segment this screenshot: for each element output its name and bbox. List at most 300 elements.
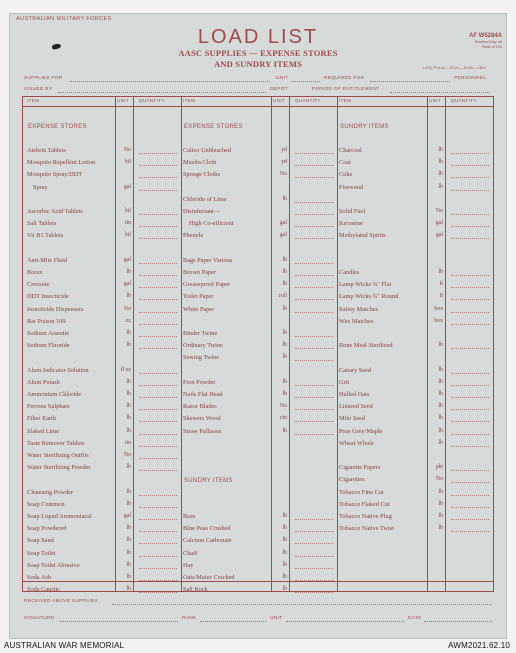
unit-label: btl	[124, 232, 131, 239]
unit-label: btl	[124, 208, 131, 214]
unit-label: lb	[438, 342, 443, 349]
quantity-field[interactable]	[295, 287, 333, 288]
unit-label: lb	[126, 427, 131, 434]
quantity-field[interactable]	[295, 580, 333, 581]
col-header-quantity: QUANTITY	[451, 98, 477, 103]
col-rule	[337, 97, 338, 591]
unit-label: lb	[438, 513, 443, 519]
quantity-field[interactable]	[139, 409, 177, 410]
quantity-field[interactable]	[295, 238, 333, 239]
unit-label: pkt	[435, 464, 443, 471]
item-label: Oats/Maize Cracked	[183, 574, 235, 581]
item-label: Calcium Carbonate	[183, 537, 232, 545]
item-label: Tobacco Native Plug	[339, 513, 392, 520]
unit-label: lb	[438, 403, 443, 410]
quantity-field[interactable]	[451, 348, 489, 349]
item-label: Soap Sand	[27, 537, 54, 545]
quantity-field[interactable]	[139, 238, 177, 239]
item-label: Water Sterilizing Outfits	[27, 452, 89, 459]
quantity-field[interactable]	[139, 568, 177, 569]
item-label: Sodium Arsenite	[27, 330, 70, 337]
quantity-field[interactable]	[295, 519, 333, 520]
quantity-field[interactable]	[295, 348, 333, 349]
rank-label: RANK	[182, 616, 197, 621]
quantity-field[interactable]	[139, 312, 177, 313]
item-label: Chaff	[183, 549, 198, 557]
unit-label: gal	[279, 220, 287, 227]
unit-label: lb	[438, 366, 443, 373]
unit-label: lb	[438, 439, 443, 446]
item-label: Cleansing Powder	[27, 488, 73, 496]
quantity-field[interactable]	[295, 165, 333, 166]
unit-label: lb	[282, 513, 287, 519]
item-label: Canary Seed	[339, 366, 371, 374]
quantity-field[interactable]	[451, 165, 489, 166]
period-field[interactable]	[390, 92, 490, 93]
unit-label: lb	[282, 537, 287, 544]
item-label: Foot Powder	[183, 378, 216, 386]
form-code-block	[469, 33, 502, 49]
quantity-field[interactable]	[295, 153, 333, 154]
item-label: Toilet Paper	[183, 293, 214, 301]
unit-label: lb	[282, 281, 287, 288]
quantity-field[interactable]	[451, 214, 489, 215]
unit-label: No	[435, 208, 443, 214]
item-label: Muslin Cloth	[183, 159, 217, 167]
item-label: Tobacco Native Twist	[339, 525, 394, 533]
quantity-field[interactable]	[451, 421, 489, 422]
quantity-field[interactable]	[295, 360, 333, 361]
unit-label: gal	[123, 513, 131, 519]
form-code: AF W5284A	[468, 33, 502, 39]
quantity-field[interactable]	[451, 177, 489, 178]
col-header-item: ITEM	[27, 98, 40, 103]
unit-label: lb	[126, 415, 131, 422]
item-label: Bran	[183, 513, 196, 520]
form-subtitle-2: AND SUNDRY ITEMS	[213, 59, 303, 69]
quantity-field[interactable]	[139, 556, 177, 557]
unit-label: UNIT	[276, 76, 289, 81]
item-label: Chloride of Lime	[183, 195, 227, 203]
item-label: Disinfectant—	[183, 208, 221, 215]
quantity-field[interactable]	[295, 434, 333, 435]
printer-line: LHQ Press—3231—5/46—16m.	[423, 65, 488, 70]
unit-label: gal	[123, 183, 131, 190]
item-label: Ordinary Twine	[183, 342, 223, 350]
quantity-field[interactable]	[139, 263, 177, 264]
received-field[interactable]	[112, 604, 492, 605]
item-label: Milo Seed	[339, 415, 366, 423]
item-label: Wheat Whole	[339, 439, 374, 447]
unit-label: lb	[438, 378, 443, 385]
depot-label: DEPOT	[270, 87, 289, 92]
item-label: Solid Fuel	[339, 208, 366, 215]
unit-label: lb	[438, 500, 443, 507]
item-label: Ammonium Chloride	[27, 391, 82, 398]
unit-label: lb	[282, 305, 287, 312]
quantity-field[interactable]	[451, 409, 489, 410]
col-header-item: ITEM	[339, 98, 352, 103]
item-label: Water Sterilizing Powder	[27, 464, 91, 472]
col-rule	[289, 97, 290, 591]
quantity-field[interactable]	[451, 275, 489, 276]
unit-label: box	[434, 305, 443, 312]
item-label: Razor Blades	[183, 403, 217, 411]
quantity-field[interactable]	[451, 226, 489, 227]
item-label: Greaseproof Paper	[183, 281, 231, 289]
unit-label: lb	[282, 342, 287, 349]
quantity-field[interactable]	[139, 299, 177, 300]
quantity-field[interactable]	[295, 409, 333, 410]
item-label: Spray	[33, 183, 48, 191]
unit-field[interactable]	[292, 81, 320, 82]
quantity-field[interactable]	[139, 348, 177, 349]
unit-label: lb	[282, 586, 287, 593]
unit-label: lb	[126, 586, 131, 593]
item-label: Cigarettes	[339, 476, 365, 484]
quantity-field[interactable]	[139, 397, 177, 398]
quantity-field[interactable]	[139, 592, 177, 593]
item-label: Blue Peas Crushed	[183, 525, 231, 533]
item-label: Safety Matches	[339, 305, 378, 313]
unit-label: tin	[124, 439, 131, 446]
unit-label: lb	[126, 561, 131, 568]
item-label: High Co-efficient	[189, 220, 234, 228]
item-label: Hulled Oats	[339, 391, 370, 398]
unit-label: lb	[126, 525, 131, 532]
col-header-item: ITEM	[183, 98, 196, 103]
item-label: Calico Unbleached	[183, 147, 232, 154]
item-label: Firewood	[339, 183, 364, 191]
unit-label: lb	[438, 171, 443, 178]
unit-label: No	[123, 452, 131, 458]
item-label: Sponge Cloths	[183, 171, 220, 179]
supplies-for-field[interactable]	[70, 81, 270, 82]
item-label: Phenyle	[183, 232, 204, 240]
quantity-field[interactable]	[139, 287, 177, 288]
caption-accession: AWM2021.62.10	[448, 641, 510, 650]
quantity-field[interactable]	[451, 470, 489, 471]
item-label: Hay	[183, 561, 194, 569]
item-label: DDT Insecticide	[27, 293, 69, 301]
item-label: Ascorbic Acid Tablets	[27, 208, 83, 215]
unit-label: lb	[282, 427, 287, 434]
quantity-field[interactable]	[295, 312, 333, 313]
item-label: Creosote	[27, 281, 50, 289]
item-label: Bone Meal Sterilized	[339, 342, 393, 350]
unit-label: No	[435, 476, 443, 483]
unit-label: No	[279, 171, 287, 178]
bottom-rule	[23, 581, 493, 582]
unit-label: gal	[279, 232, 287, 239]
quantity-field[interactable]	[451, 507, 489, 508]
unit-label: tin	[124, 220, 131, 227]
quantity-field[interactable]	[295, 556, 333, 557]
caption-institution: AUSTRALIAN WAR MEMORIAL	[4, 641, 125, 650]
period-label: PERIOD OF ENTITLEMENT	[312, 87, 380, 92]
quantity-field[interactable]	[139, 190, 177, 191]
unit-label: lb	[438, 488, 443, 495]
quantity-field[interactable]	[139, 385, 177, 386]
quantity-field[interactable]	[139, 324, 177, 325]
unit-label: lb	[438, 159, 443, 166]
quantity-field[interactable]	[295, 263, 333, 264]
col-rule	[133, 97, 134, 591]
quantity-field[interactable]	[139, 495, 177, 496]
item-label: Soda Ash	[27, 574, 51, 581]
unit-label: lb	[282, 195, 287, 202]
quantity-field[interactable]	[139, 153, 177, 154]
date-field[interactable]	[424, 621, 492, 622]
date-label: DATE	[408, 616, 422, 621]
unit-label: ft	[439, 293, 443, 300]
col-header-unit: UNIT	[117, 98, 129, 103]
section-expense-stores: EXPENSE STORES	[184, 124, 243, 130]
item-label: Cigarette Papers	[339, 464, 381, 472]
unit-label: lb	[282, 549, 287, 556]
item-label: Anti-Mite Fluid	[27, 256, 68, 264]
unit-label: lb	[126, 574, 131, 580]
item-label: Skewers Wood	[183, 415, 221, 423]
quantity-field[interactable]	[139, 336, 177, 337]
unit-label: lb	[438, 415, 443, 422]
unit-label: gal	[123, 256, 131, 263]
quantity-field[interactable]	[139, 458, 177, 459]
quantity-field[interactable]	[451, 482, 489, 483]
quantity-field[interactable]	[295, 568, 333, 569]
unit-label: lb	[126, 403, 131, 410]
unit-label: lb	[438, 183, 443, 190]
quantity-field[interactable]	[139, 543, 177, 544]
col-header-quantity: QUANTITY	[139, 98, 165, 103]
quantity-field[interactable]	[139, 214, 177, 215]
quantity-field[interactable]	[451, 495, 489, 496]
quantity-field[interactable]	[451, 385, 489, 386]
quantity-field[interactable]	[451, 299, 489, 300]
item-label: Brown Paper	[183, 269, 217, 276]
quantity-field[interactable]	[295, 275, 333, 276]
item-label: Kerosene	[339, 220, 363, 228]
issued-by-field[interactable]	[58, 92, 266, 93]
unit-label: lb	[438, 427, 443, 434]
quantity-field[interactable]	[139, 421, 177, 422]
unit-label: lb	[282, 256, 287, 263]
item-label: Lamp Wicks ¾" Round	[339, 293, 399, 301]
item-label: Salt Rock	[183, 586, 208, 594]
quantity-field[interactable]	[451, 324, 489, 325]
quantity-field[interactable]	[139, 177, 177, 178]
unit-label: lb	[282, 574, 287, 580]
col-header-quantity: QUANTITY	[295, 98, 321, 103]
quantity-field[interactable]	[451, 434, 489, 435]
item-label: Vit B1 Tablets	[27, 232, 64, 240]
item-label: Peas Grey/Maple	[339, 427, 383, 435]
signature-field[interactable]	[60, 621, 178, 622]
quantity-field[interactable]	[139, 373, 177, 374]
quantity-field[interactable]	[139, 226, 177, 227]
unit-label: lb	[126, 342, 131, 349]
received-label: RECEIVED ABOVE SUPPLIES	[24, 599, 98, 604]
quantity-field[interactable]	[139, 470, 177, 471]
unit-label: lb	[438, 147, 443, 153]
quantity-field[interactable]	[139, 446, 177, 447]
unit-label: gal	[435, 220, 443, 227]
quantity-field[interactable]	[295, 177, 333, 178]
quantity-field[interactable]	[139, 507, 177, 508]
item-label: Ferrous Sulphate	[27, 403, 70, 411]
quantity-field[interactable]	[139, 580, 177, 581]
unit-label: lb	[126, 269, 131, 275]
unit-label: lb	[126, 500, 131, 507]
item-label: Grit	[339, 378, 350, 386]
footer-unit-field[interactable]	[286, 621, 404, 622]
item-label: Soap Powdered	[27, 525, 67, 533]
unit-label: lb	[282, 354, 287, 361]
footer-unit-label: UNIT	[270, 616, 283, 621]
col-rule	[445, 97, 446, 591]
item-label: Charcoal	[339, 147, 362, 154]
quantity-field[interactable]	[451, 287, 489, 288]
quantity-field[interactable]	[451, 153, 489, 154]
col-header-unit: UNIT	[273, 98, 285, 103]
unit-label: lb	[282, 269, 287, 275]
quantity-field[interactable]	[295, 592, 333, 593]
unit-label: lb	[126, 293, 131, 300]
quantity-field[interactable]	[295, 421, 333, 422]
item-label: Filter Earth	[27, 415, 56, 423]
supplies-for-label: SUPPLIES FOR	[24, 76, 63, 81]
item-label: Binder Twine	[183, 330, 218, 337]
quantity-field[interactable]	[295, 299, 333, 300]
unit-label: gal	[435, 232, 443, 239]
quantity-field[interactable]	[295, 543, 333, 544]
unit-label: No	[123, 305, 131, 312]
quantity-field[interactable]	[295, 385, 333, 386]
item-label: Soap Toilet	[27, 549, 56, 557]
unit-label: No	[123, 147, 131, 153]
unit-label: lb	[126, 488, 131, 495]
unit-label: lb	[282, 378, 287, 385]
item-label: Methylated Spirits	[339, 232, 386, 240]
item-label: Slaked Lime	[27, 427, 60, 435]
item-label: Alum Indicator Solution	[27, 366, 89, 374]
unit-label: gal	[123, 281, 131, 288]
item-label: Straw Palliasse	[183, 427, 222, 435]
quantity-field[interactable]	[295, 531, 333, 532]
load-list-table	[22, 96, 494, 592]
quantity-field[interactable]	[451, 312, 489, 313]
item-label: Mosquito Repellent Lotion	[27, 159, 96, 167]
item-label: Linseed Seed	[339, 403, 373, 411]
rank-field[interactable]	[200, 621, 266, 622]
item-label: Atebrin Tablets	[27, 147, 66, 154]
required-for-field[interactable]	[370, 81, 450, 82]
header-rule	[23, 106, 493, 107]
quantity-field[interactable]	[139, 531, 177, 532]
col-header-unit: UNIT	[429, 98, 441, 103]
quantity-field[interactable]	[451, 446, 489, 447]
item-label: Tobacco Flaked Cut	[339, 500, 390, 508]
item-label: Coke	[339, 171, 353, 179]
item-label: Lamp Wicks ¾" Flat	[339, 281, 392, 289]
quantity-field[interactable]	[295, 202, 333, 203]
unit-label: box	[434, 317, 443, 324]
unit-label: lb	[282, 525, 287, 532]
unit-label: yd	[281, 147, 287, 153]
item-label: Soap Common	[27, 500, 65, 508]
unit-label: lb	[126, 549, 131, 556]
header-forces: AUSTRALIAN MILITARY FORCES	[16, 16, 112, 22]
quantity-field[interactable]	[295, 336, 333, 337]
quantity-field[interactable]	[451, 238, 489, 239]
item-label: Candles	[339, 269, 360, 276]
item-label: Sewing Twine	[183, 354, 219, 362]
unit-label: ft	[439, 281, 443, 288]
unit-label: oz	[125, 317, 131, 324]
item-label: Borax	[27, 269, 43, 276]
unit-label: lb	[282, 330, 287, 336]
item-label: Soap Toilet Abrasive	[27, 561, 80, 569]
unit-label: fl oz	[120, 366, 131, 373]
section-sundry-items: SUNDRY ITEMS	[340, 124, 389, 130]
signature-label: SIGNATURE	[24, 616, 55, 621]
unit-label: btl	[124, 159, 131, 166]
quantity-field[interactable]	[139, 519, 177, 520]
quantity-field[interactable]	[451, 190, 489, 191]
item-label: Bags Paper Various	[183, 256, 233, 264]
item-label: Tobacco Fine Cut	[339, 488, 384, 496]
form-subtitle-1: AASC SUPPLIES — EXPENSE STORES	[178, 48, 338, 58]
item-label: Wax Matches	[339, 317, 374, 325]
unit-label: lb	[438, 525, 443, 532]
unit-label: lb	[282, 561, 287, 568]
quantity-field[interactable]	[451, 531, 489, 532]
unit-label: lb	[282, 391, 287, 397]
item-label: Insecticide Dispensers	[27, 305, 84, 313]
item-label: Sodium Fluoride	[27, 342, 70, 350]
unit-label: lb	[126, 378, 131, 385]
form-code-line: Revised May 44	[474, 40, 502, 44]
form-code-line: Pads of 100	[481, 44, 502, 49]
unit-label: yd	[281, 159, 287, 166]
personnel-label: PERSONNEL	[454, 76, 487, 81]
quantity-field[interactable]	[139, 275, 177, 276]
item-label: White Paper	[183, 305, 215, 313]
quantity-field[interactable]	[295, 397, 333, 398]
unit-label: lb	[438, 269, 443, 275]
item-label: Taste Remover Tablets	[27, 439, 85, 447]
quantity-field[interactable]	[139, 165, 177, 166]
unit-label: lb	[126, 537, 131, 544]
quantity-field[interactable]	[295, 226, 333, 227]
quantity-field[interactable]	[451, 397, 489, 398]
quantity-field[interactable]	[295, 214, 333, 215]
section-sundry-items: SUNDRY ITEMS	[184, 478, 233, 484]
item-label: Mosquito Spray/DDT	[27, 171, 83, 179]
section-expense-stores: EXPENSE STORES	[28, 124, 87, 130]
quantity-field[interactable]	[139, 434, 177, 435]
issued-by-label: ISSUED BY	[24, 87, 53, 92]
quantity-field[interactable]	[451, 519, 489, 520]
item-label: Nails Flat Head	[183, 391, 223, 398]
quantity-field[interactable]	[451, 373, 489, 374]
unit-label: ctn	[279, 415, 287, 422]
unit-label: lb	[126, 464, 131, 471]
item-label: Rat Poison 109	[27, 317, 66, 325]
item-label: Alum Potash	[27, 378, 60, 386]
required-for-label: REQUIRED FOR	[324, 76, 365, 81]
item-label: Coal	[339, 159, 351, 167]
